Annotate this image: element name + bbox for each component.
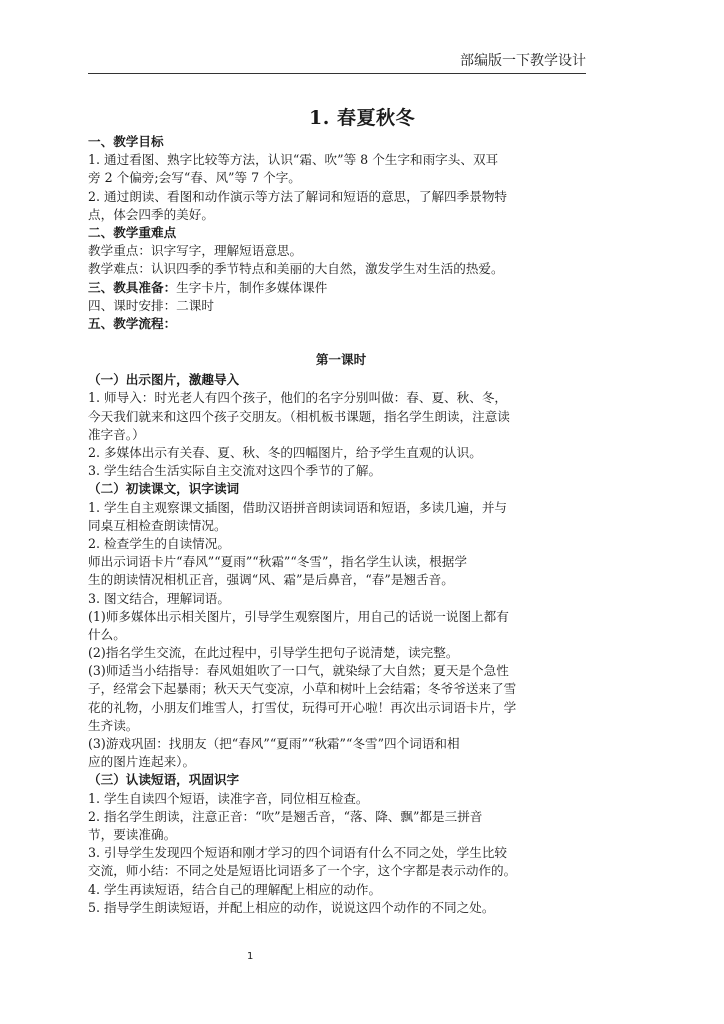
text-line: 3. 图文结合，理解词语。 xyxy=(88,590,230,606)
text-line: 生的朗读情况相机正音，强调“风、霜”是后鼻音，“春”是翘舌音。 xyxy=(88,572,454,588)
text-line: 1. 学生自主观察课文插图，借助汉语拼音朗读词语和短语，多读几遍，并与 xyxy=(88,499,508,515)
text-line: 教学重点：识字写字，理解短语意思。 xyxy=(88,243,303,259)
text-line: 今天我们就来和这四个孩子交朋友。（相机板书课题，指名学生朗读，注意读 xyxy=(88,408,510,424)
text-line: 节，要读准确。 xyxy=(88,826,177,842)
text-line: 生齐读。 xyxy=(88,717,139,733)
text-line: 什么。 xyxy=(88,626,126,642)
page-header xyxy=(88,47,586,74)
text-line: 交流，师小结：不同之处是短语比词语多了一个字，这个字都是表示动作的。 xyxy=(88,863,517,879)
text-line: 3. 学生结合生活实际自主交流对这四个季节的了解。 xyxy=(88,463,382,479)
text-line: 准字音。） xyxy=(88,426,145,442)
prep-value: 生字卡片，制作多媒体课件 xyxy=(176,279,328,295)
text-line: 教学难点：认识四季的季节特点和美丽的大自然，激发学生对生活的热爱。 xyxy=(88,261,504,277)
text-line: 四、课时安排：二课时 xyxy=(88,297,214,313)
page-number: 1 xyxy=(247,951,254,962)
schedule-section xyxy=(88,297,594,333)
text-line: 4. 学生再读短语，结合自己的理解配上相应的动作。 xyxy=(88,881,382,897)
text-line: 子，经常会下起暴雨；秋天天气变凉，小草和树叶上会结霜；冬爷爷送来了雪 xyxy=(88,681,517,697)
section-heading: 一、教学目标 xyxy=(88,134,164,149)
text-line: 2. 通过朗读、看图和动作演示等方法了解词和短语的意思，了解四季景物特 xyxy=(88,188,508,204)
text-line: 5. 指导学生朗读短语，并配上相应的动作，说说这四个动作的不同之处。 xyxy=(88,899,495,915)
text-line: 花的礼物，小朋友们堆雪人，打雪仗，玩得可开心啦！再次出示词语卡片，学 xyxy=(88,699,517,715)
text-line: 1. 学生自读四个短语，读准字音，同位相互检查。 xyxy=(88,790,369,806)
text-line: 1. 师导入：时光老人有四个孩子，他们的名字分别叫做：春、夏、秋、冬， xyxy=(88,390,508,406)
section-heading: 二、教学重难点 xyxy=(88,224,177,240)
text-line: 师出示词语卡片“春风”“夏雨”“秋霜”“冬雪”，指名学生认读，根据学 xyxy=(88,554,467,570)
section-heading: （二）初读课文，识字读词 xyxy=(88,481,240,497)
text-line: (1)师多媒体出示相关图片，引导学生观察图片，用自己的话说一说图上都有 xyxy=(88,608,509,624)
lesson-title: 第一课时 xyxy=(315,352,367,368)
text-line: 1. 通过看图、熟字比较等方法，认识“霜、吹”等 8 个生字和雨字头、双耳 xyxy=(88,152,499,168)
text-line: (2)指名学生交流，在此过程中，引导学生把句子说清楚，读完整。 xyxy=(88,645,459,661)
text-line: 2. 多媒体出示有关春、夏、秋、冬的四幅图片，给予学生直观的认识。 xyxy=(88,445,482,460)
text-line: 应的图片连起来）。 xyxy=(88,754,196,770)
document-body xyxy=(88,133,594,917)
text-line: 点，体会四季的美好。 xyxy=(88,206,214,222)
text-line: 2. 指名学生朗读，注意正音：“吹”是翘舌音，“落、降、飘”都是三拼音 xyxy=(88,808,483,824)
text-line: 旁 2 个偏旁;会写“春、风”等 7 个字。 xyxy=(88,170,301,186)
section-heading: （一）出示图片，激趣导入 xyxy=(88,372,240,388)
section-heading: （三）认读短语，巩固识字 xyxy=(88,772,240,788)
text-line: (3)师适当小结指导：春风姐姐吹了一口气，就染绿了大自然；夏天是个急性 xyxy=(88,663,509,679)
text-line: 3. 引导学生发现四个短语和刚才学习的四个词语有什么不同之处，学生比较 xyxy=(88,845,508,861)
text-line: 2. 检查学生的自读情况。 xyxy=(88,535,230,551)
document-title: 1. 春夏秋冬 xyxy=(309,107,415,129)
prep-label: 三、教具准备： xyxy=(88,279,177,295)
section-heading: 五、教学流程： xyxy=(88,315,177,331)
prep-line xyxy=(88,279,594,297)
lesson-flow-section xyxy=(88,371,594,917)
text-line: (3)游戏巩固：找朋友（把“春风”“夏雨”“秋霜”“冬雪”四个词语和相 xyxy=(88,736,460,751)
header-text: 部编版一下教学设计 xyxy=(460,53,586,69)
objectives-section xyxy=(88,133,594,279)
text-line: 同桌互相检查朗读情况。 xyxy=(88,517,227,533)
